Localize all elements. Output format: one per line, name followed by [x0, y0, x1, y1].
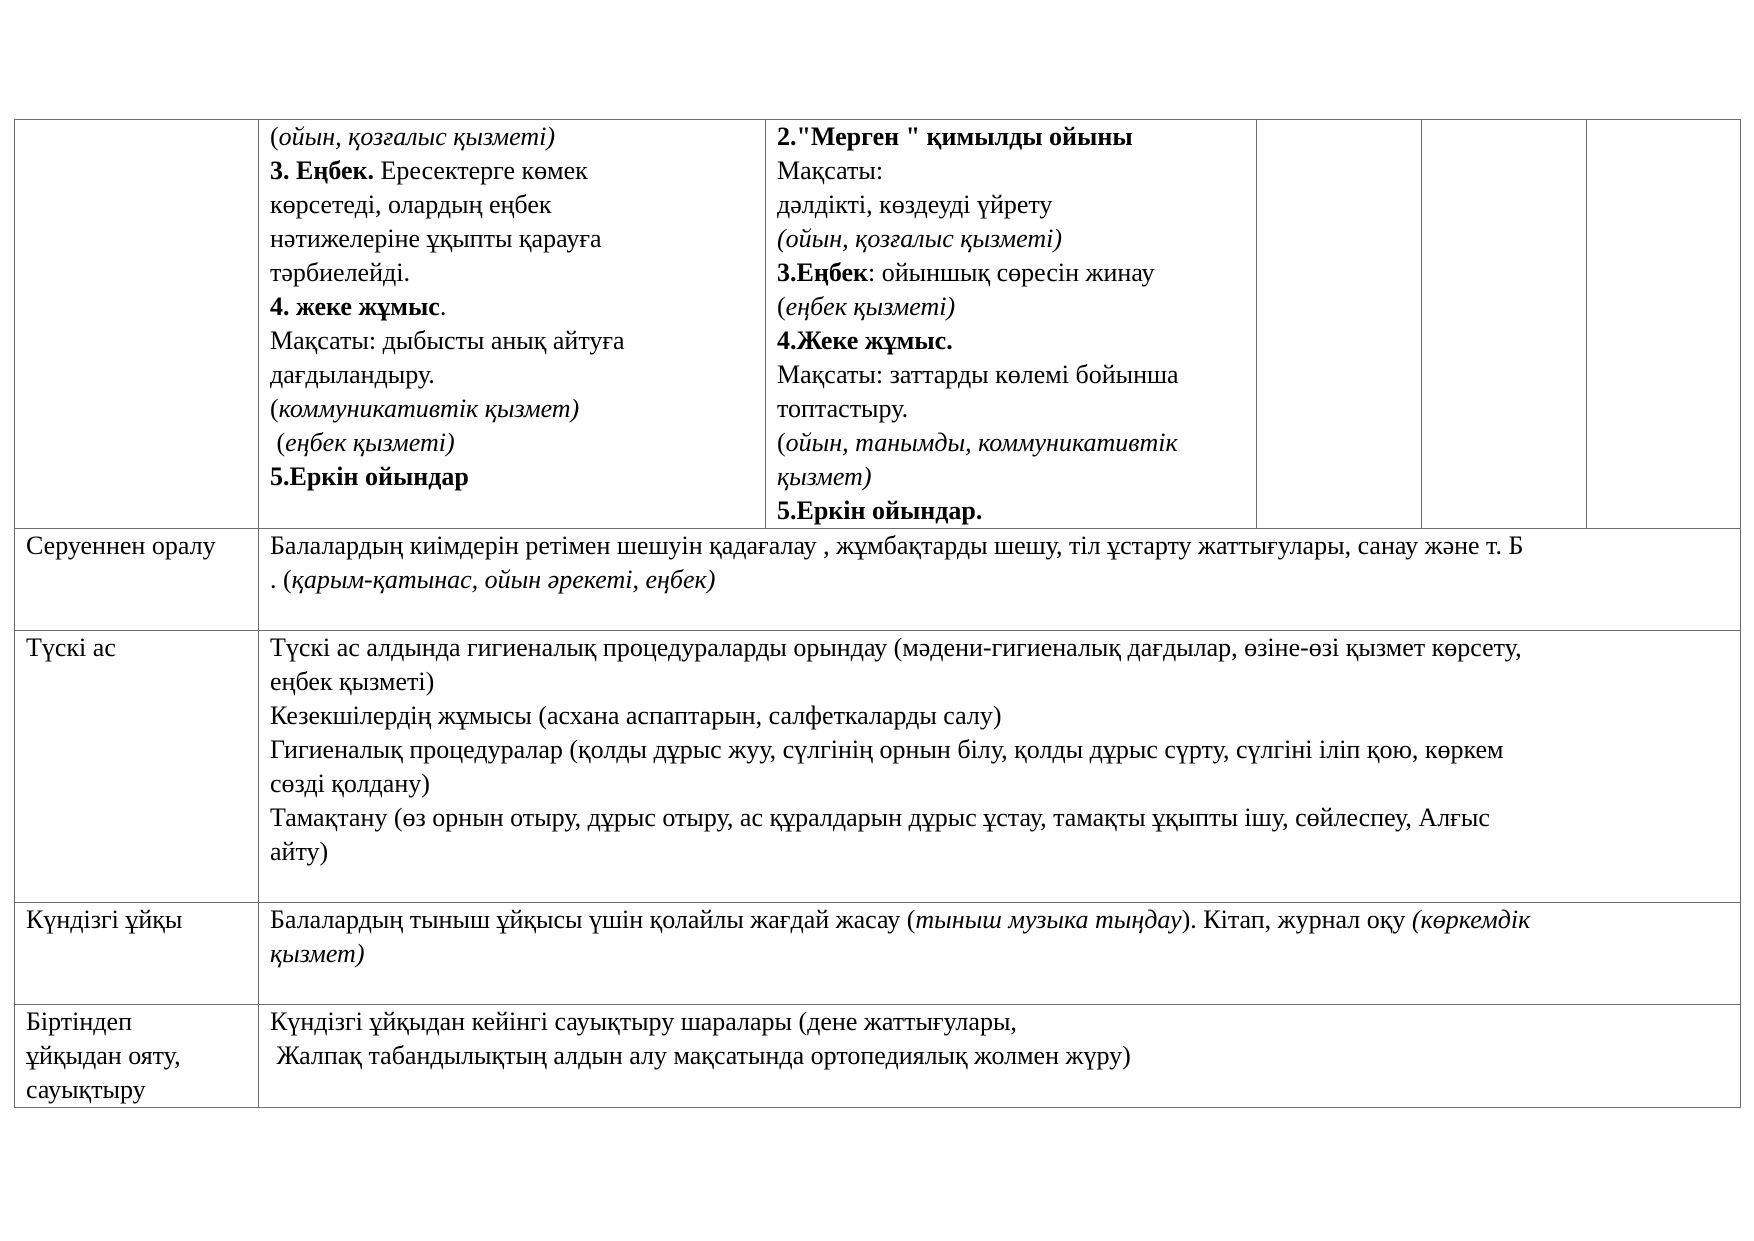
cell-empty-day-4	[1257, 120, 1422, 529]
table-row-nap	[15, 903, 1741, 1005]
row-content-wake-up: Күндізгі ұйқыдан кейінгі сауықтыру шаралары (дене жаттығулары, Жалпақ табандылықтың алдын алу мақсатында ортопедиялық жолмен жүру)	[259, 1005, 1741, 1108]
daily-schedule-table	[14, 119, 1741, 1108]
row-label-nap: Күндізгі ұйқы	[15, 903, 259, 1005]
table-row-wake-up	[15, 1005, 1741, 1108]
row-content-nap: Балалардың тыныш ұйқысы үшін қолайлы жағдай жасау (тыныш музыка тыңдау). Кітап, журнал оқу (көркемдік қызмет)	[259, 903, 1741, 1005]
row-label-wake-up: Біртіндеп ұйқыдан ояту, сауықтыру	[15, 1005, 259, 1108]
row-content-return-walk: Балалардың киімдерін ретімен шешуін қадағалау , жұмбақтарды шешу, тіл ұстарту жаттығулары, санау және т. Б . (қарым-қатынас, ойын әрекеті, еңбек)	[259, 529, 1741, 631]
row-label-lunch: Түскі ас	[15, 631, 259, 903]
table-row-walk-continuation	[15, 120, 1741, 529]
row-content-lunch: Түскі ас алдында гигиеналық процедураларды орындау (мәдени-гигиеналық дағдылар, өзіне-өзі қызмет көрсету, еңбек қызметі) Кезекшілердің жұмысы (асхана аспаптарын, салфеткаларды салу) Гигиеналық процедуралар (қолды дұрыс жуу, сүлгінің орнын білу, қолды дұрыс сүрту, сүлгіні іліп қою, көркем сөзді қолдану) Тамақтану (өз орнын отыру, дұрыс отыру, ас құралдарын дұрыс ұстау, тамақты ұқыпты ішу, сөйлеспеу, Алғыс айту)	[259, 631, 1741, 903]
table-row-lunch	[15, 631, 1741, 903]
cell-empty-label	[15, 120, 259, 529]
cell-walk-activities-a: (ойын, қозғалыс қызметі) 3. Еңбек. Ересектерге көмек көрсетеді, олардың еңбек нәтижелеріне ұқыпты қарауға тәрбиелейді. 4. жеке жұмыс. Мақсаты: дыбысты анық айтуға дағдыландыру. (коммуникативтік қызмет) (еңбек қызметі) 5.Еркін ойындар	[259, 120, 766, 529]
cell-empty-day-6	[1587, 120, 1741, 529]
cell-empty-day-5	[1422, 120, 1587, 529]
table-row-return-walk	[15, 529, 1741, 631]
cell-walk-activities-b: 2."Мерген " қимылды ойыны Мақсаты: дәлдікті, көздеуді үйрету (ойын, қозғалыс қызметі) 3.Еңбек: ойыншық сөресін жинау (еңбек қызметі) 4.Жеке жұмыс. Мақсаты: заттарды көлемі бойынша топтастыру. (ойын, танымды, коммуникативтік қызмет) 5.Еркін ойындар.	[766, 120, 1257, 529]
row-label-return-walk: Серуеннен оралу	[15, 529, 259, 631]
